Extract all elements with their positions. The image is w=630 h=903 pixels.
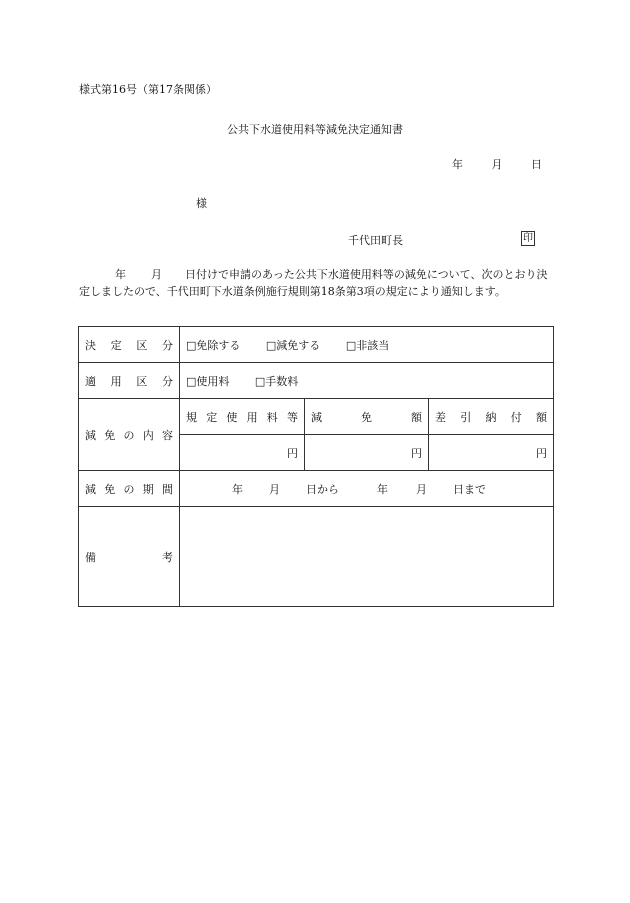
option-exempt[interactable]: □免除する xyxy=(186,338,241,352)
decision-label-char: 決 xyxy=(85,338,96,352)
period-from-month: 月 xyxy=(269,482,280,496)
header-reduction-amount-char: 額 xyxy=(411,410,422,424)
header-standard-fee-char: 使 xyxy=(226,410,238,424)
applicable-label-char: 用 xyxy=(110,374,122,388)
period-label-char: の xyxy=(123,482,135,496)
period-label-char: 免 xyxy=(104,482,116,496)
decision-label-char: 定 xyxy=(110,338,122,352)
body-year: 年 xyxy=(115,268,126,281)
period-from-year: 年 xyxy=(232,482,243,496)
header-net-payment-char: 額 xyxy=(536,410,547,424)
yen-unit: 円 xyxy=(411,446,422,460)
period-range[interactable] xyxy=(180,471,554,507)
header-net-payment-char: 納 xyxy=(485,410,497,424)
header-net-payment xyxy=(429,399,554,435)
content-label-char: 免 xyxy=(104,428,116,442)
decision-table xyxy=(78,326,554,607)
yen-unit: 円 xyxy=(287,446,298,460)
seal-mark: 印 xyxy=(523,233,533,244)
content-label-char: の xyxy=(123,428,135,442)
period-label-char: 間 xyxy=(162,482,173,496)
header-net-payment-char: 差 xyxy=(435,410,446,424)
decision-label-char: 区 xyxy=(136,338,148,352)
body-text: 日付けで申請のあった公共下水道使用料等の減免について、次のとおり決定しましたので、千代田町下水道条例施行規則第18条第3項の規定により通知します。 xyxy=(79,268,548,298)
applicable-label-char: 分 xyxy=(161,374,173,388)
remarks-row xyxy=(79,507,554,607)
header-reduction-amount xyxy=(305,399,429,435)
period-label xyxy=(79,471,180,507)
header-standard-fee-char: 等 xyxy=(286,410,298,424)
applicable-label-char: 適 xyxy=(85,374,96,388)
applicable-options xyxy=(180,363,554,399)
issue-date xyxy=(452,156,542,172)
addressee-honorific: 様 xyxy=(196,197,207,210)
option-handling-fee[interactable]: □手数料 xyxy=(254,374,299,388)
applicable-row xyxy=(79,363,554,399)
form-number: 様式第16号（第17条関係） xyxy=(79,83,217,96)
period-to-month: 月 xyxy=(416,482,427,496)
issuer-name: 千代田町長 xyxy=(348,234,403,247)
header-standard-fee xyxy=(180,399,305,435)
header-net-payment-char: 付 xyxy=(510,410,522,424)
applicable-label-char: 区 xyxy=(136,374,148,388)
date-month: 月 xyxy=(491,158,503,171)
applicable-label xyxy=(79,363,180,399)
reduction-amount[interactable] xyxy=(305,435,429,471)
yen-unit: 円 xyxy=(536,446,547,460)
remarks-label-char: 考 xyxy=(162,550,173,564)
option-not-applicable[interactable]: □非該当 xyxy=(345,338,390,352)
header-standard-fee-char: 定 xyxy=(206,410,218,424)
net-payment-amount[interactable] xyxy=(429,435,554,471)
header-standard-fee-char: 料 xyxy=(266,410,278,424)
date-year: 年 xyxy=(452,158,463,171)
notice-body xyxy=(79,266,555,300)
period-to-day: 日まで xyxy=(453,482,486,496)
header-net-payment-char: 引 xyxy=(460,410,472,424)
remarks-label-char: 備 xyxy=(85,550,96,564)
content-header-row xyxy=(79,399,554,435)
decision-row xyxy=(79,327,554,363)
remarks-label xyxy=(79,507,180,607)
remarks-field[interactable] xyxy=(180,507,554,607)
period-row xyxy=(79,471,554,507)
document-title: 公共下水道使用料等減免決定通知書 xyxy=(227,123,403,136)
header-reduction-amount-char: 減 xyxy=(311,410,322,424)
option-reduce[interactable]: □減免する xyxy=(265,338,321,352)
period-label-char: 期 xyxy=(142,482,154,496)
decision-label-char: 分 xyxy=(161,338,173,352)
content-label xyxy=(79,399,180,471)
period-to-year: 年 xyxy=(377,482,388,496)
decision-options xyxy=(180,327,554,363)
content-label-char: 減 xyxy=(85,428,96,442)
header-reduction-amount-char: 免 xyxy=(361,410,372,424)
period-from-day: 日から xyxy=(306,482,339,496)
content-label-char: 内 xyxy=(142,428,154,442)
header-standard-fee-char: 用 xyxy=(246,410,258,424)
decision-label xyxy=(79,327,180,363)
date-day: 日 xyxy=(531,158,542,171)
body-month: 月 xyxy=(151,268,162,281)
option-usage-fee[interactable]: □使用料 xyxy=(186,374,230,388)
header-standard-fee-char: 規 xyxy=(186,410,197,424)
period-label-char: 減 xyxy=(85,482,96,496)
content-label-char: 容 xyxy=(162,428,173,442)
standard-fee-amount[interactable] xyxy=(180,435,305,471)
